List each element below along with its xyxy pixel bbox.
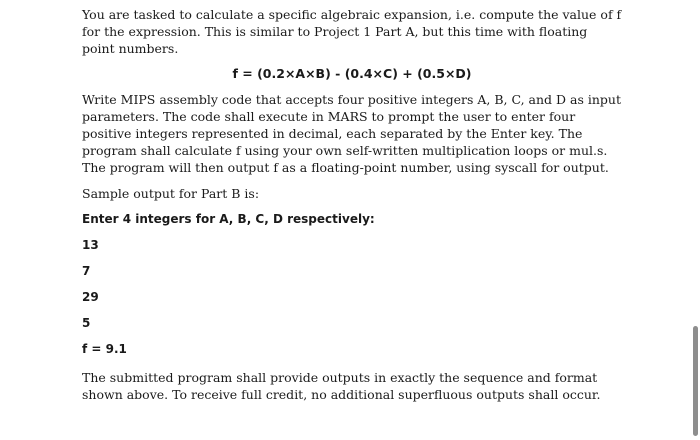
closing-paragraph: The submitted program shall provide outputs in exactly the sequence and format shown above. To receive full credit, no additional superfluous outputs shall occur. [82,370,601,402]
scrollbar-thumb[interactable] [693,326,698,436]
sample-input-d: 5 [82,316,91,330]
instructions-paragraph: Write MIPS assembly code that accepts four positive integers A, B, C, and D as input parameters. The code shall execute in MARS to prompt the user to enter four positive integers represented in decimal, each separated by the Enter key. The program shall calculate f using your own self-written multiplication loops or mul.s. The program will then output f as a floating-point number, using syscall for output. [82,92,621,175]
formula: f = (0.2×A×B) - (0.4×C) + (0.5×D) [232,66,472,81]
sample-output-label: Sample output for Part B is: [82,186,260,201]
sample-prompt: Enter 4 integers for A, B, C, D respectively: [82,212,375,226]
sample-input-a: 13 [82,238,99,252]
sample-input-c: 29 [82,290,99,304]
intro-paragraph: You are tasked to calculate a specific algebraic expansion, i.e. compute the value of f for the expression. This is similar to Project 1 Part A, but this time with floating point numbers. [82,7,622,56]
sample-result: f = 9.1 [82,342,127,356]
document-body [82,6,622,403]
sample-input-b: 7 [82,264,91,278]
